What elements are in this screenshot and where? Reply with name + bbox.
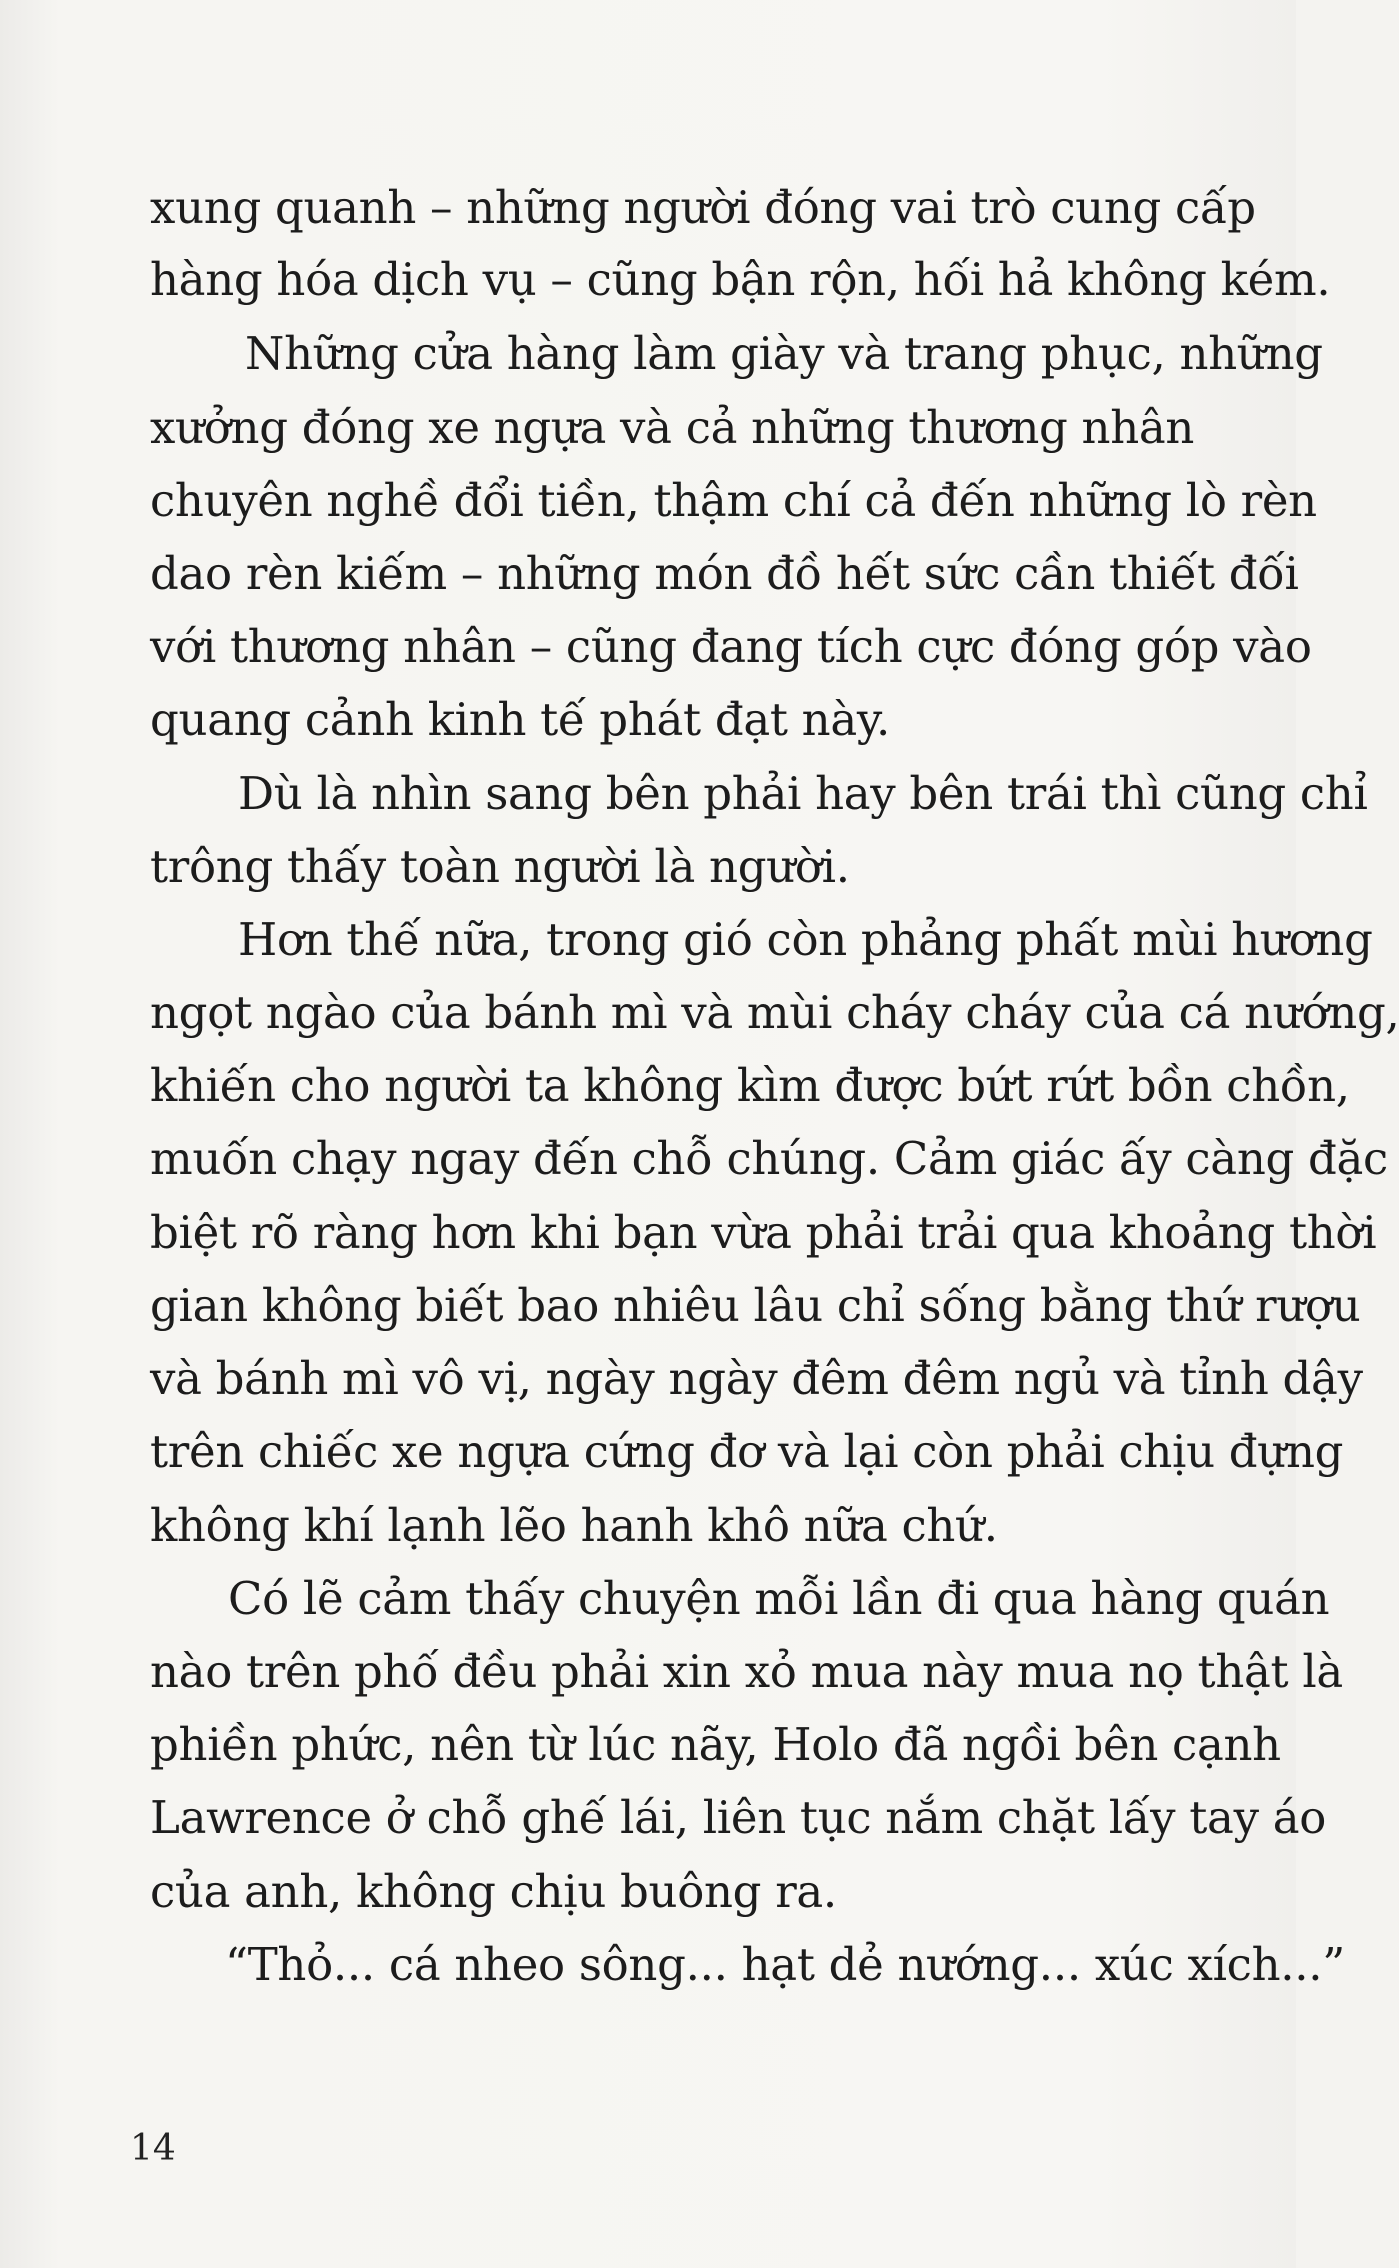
- text-line: của anh, không chịu buông ra.: [150, 1865, 837, 1918]
- text-line: trông thấy toàn người là người.: [150, 840, 850, 893]
- text-line: khiến cho người ta không kìm được bứt rứt bồn chồn,: [150, 1059, 1350, 1112]
- text-line: quang cảnh kinh tế phát đạt này.: [150, 693, 890, 746]
- text-line: “Thỏ... cá nheo sông... hạt dẻ nướng... xúc xích...”: [225, 1938, 1345, 1991]
- text-line: ngọt ngào của bánh mì và mùi cháy cháy của cá nướng,: [150, 986, 1399, 1039]
- text-line: trên chiếc xe ngựa cứng đơ và lại còn phải chịu đựng: [150, 1425, 1344, 1478]
- text-line: hàng hóa dịch vụ – cũng bận rộn, hối hả không kém.: [150, 253, 1331, 306]
- text-line: gian không biết bao nhiêu lâu chỉ sống bằng thứ rượu: [150, 1279, 1361, 1332]
- text-line: chuyên nghề đổi tiền, thậm chí cả đến những lò rèn: [150, 474, 1317, 527]
- text-line: Những cửa hàng làm giày và trang phục, những: [245, 327, 1323, 380]
- text-line: xưởng đóng xe ngựa và cả những thương nhân: [150, 401, 1195, 454]
- text-line: Hơn thế nữa, trong gió còn phảng phất mùi hương: [238, 913, 1373, 966]
- text-line: nào trên phố đều phải xin xỏ mua này mua nọ thật là: [150, 1645, 1343, 1698]
- text-line: xung quanh – những người đóng vai trò cung cấp: [150, 181, 1256, 234]
- text-line: và bánh mì vô vị, ngày ngày đêm đêm ngủ và tỉnh dậy: [150, 1352, 1363, 1405]
- text-line: với thương nhân – cũng đang tích cực đóng góp vào: [150, 620, 1312, 673]
- page-number: 14: [130, 2128, 176, 2169]
- text-line: Có lẽ cảm thấy chuyện mỗi lần đi qua hàng quán: [228, 1572, 1330, 1625]
- text-line: muốn chạy ngay đến chỗ chúng. Cảm giác ấy càng đặc: [150, 1132, 1388, 1185]
- text-line: Lawrence ở chỗ ghế lái, liên tục nắm chặt lấy tay áo: [150, 1791, 1327, 1844]
- text-line: không khí lạnh lẽo hanh khô nữa chứ.: [150, 1499, 998, 1552]
- text-line: phiền phức, nên từ lúc nãy, Holo đã ngồi bên cạnh: [150, 1718, 1281, 1771]
- text-line: Dù là nhìn sang bên phải hay bên trái thì cũng chỉ: [238, 767, 1368, 820]
- text-line: dao rèn kiếm – những món đồ hết sức cần thiết đối: [150, 547, 1299, 600]
- text-line: biệt rõ ràng hơn khi bạn vừa phải trải qua khoảng thời: [150, 1206, 1377, 1259]
